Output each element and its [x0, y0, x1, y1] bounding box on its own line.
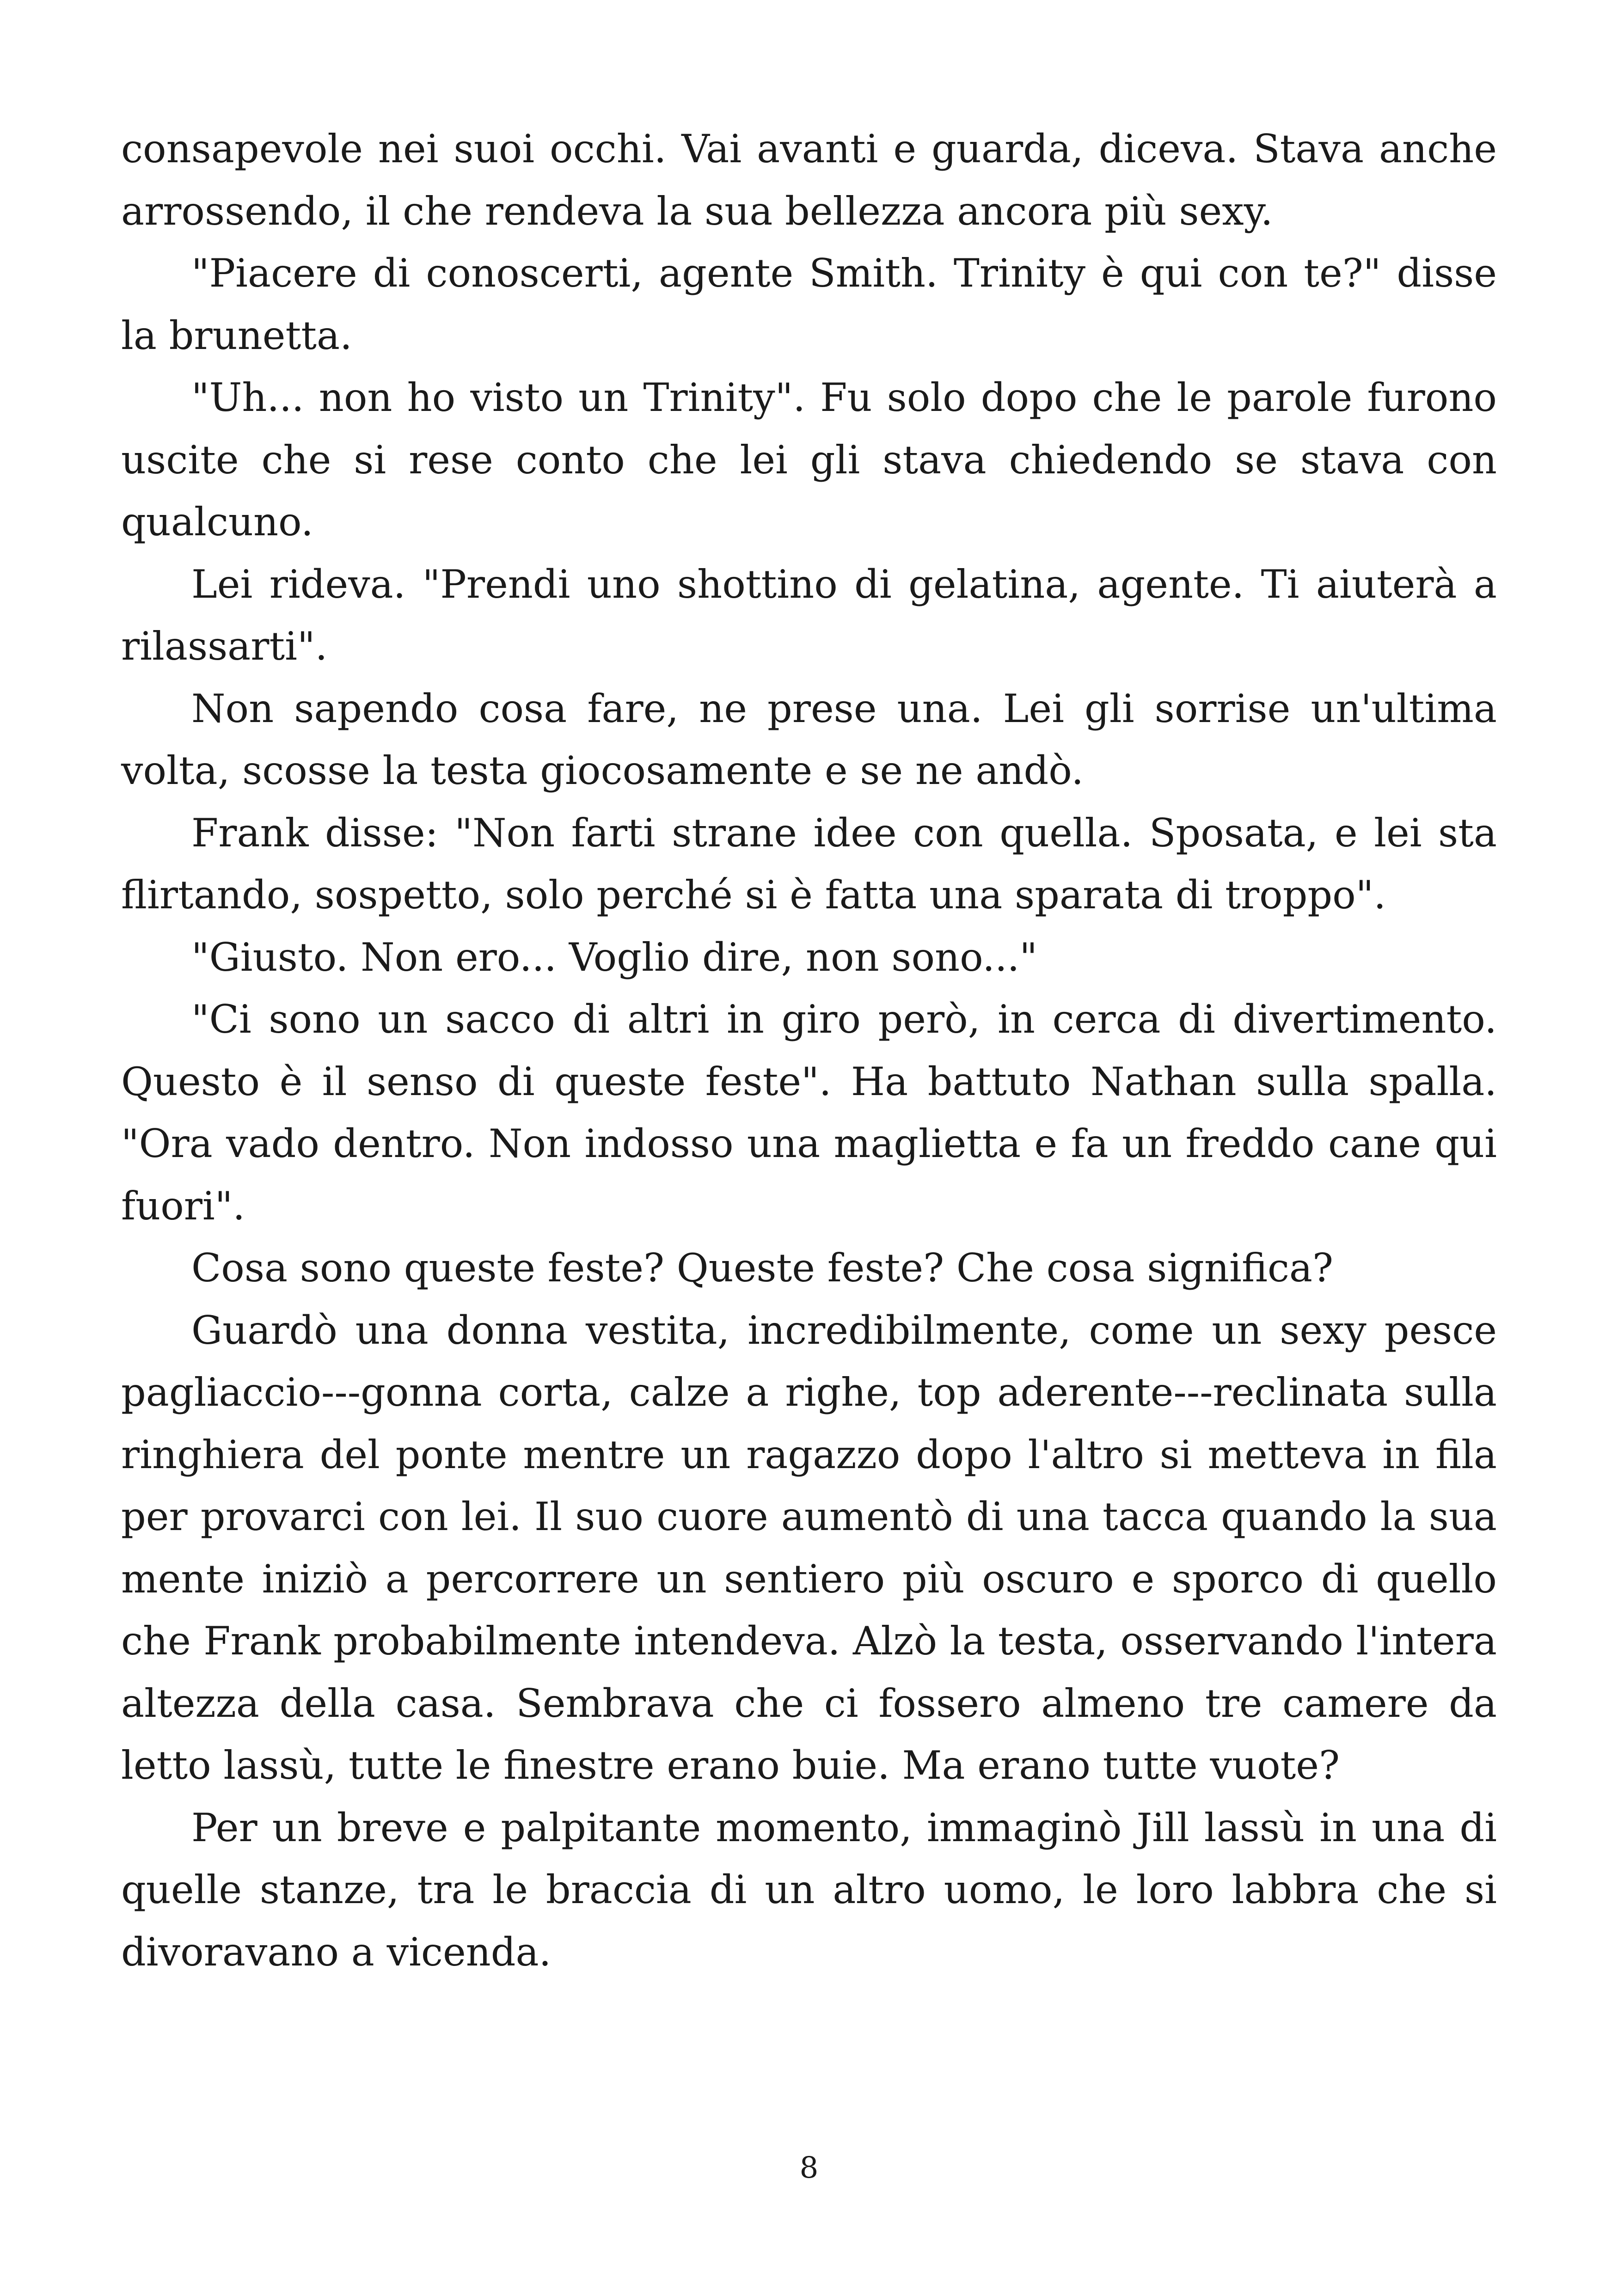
page-number: 8: [799, 2151, 819, 2185]
paragraph-10: Guardò una donna vestita, incredibilmente, come un sexy pesce pagliaccio---gonna corta, calze a righe, top aderente---reclinata sulla ringhiera del ponte mentre un ragazzo dopo l'altro si metteva in fila per provarci con lei. Il suo cuore aumentò di una tacca quando la sua mente iniziò a percorrere un sentiero più oscuro e sporco di quello che Frank probabilmente intendeva. Alzò la testa, osservando l'intera altezza della casa. Sembrava che ci fossero almeno tre camere da letto lassù, tutte le finestre erano buie. Ma erano tutte vuote?: [121, 1307, 1497, 1788]
paragraph-8: "Ci sono un sacco di altri in giro però, in cerca di divertimento. Questo è il senso di queste feste". Ha battuto Nathan sulla spalla. "Ora vado dentro. Non indosso una maglietta e fa un freddo cane qui fuori".: [121, 997, 1497, 1229]
paragraph-3: "Uh... non ho visto un Trinity". Fu solo dopo che le parole furono uscite che si rese conto che lei gli stava chiedendo se stava con qualcuno.: [121, 375, 1497, 545]
paragraph-9: Cosa sono queste feste? Queste feste? Che cosa significa?: [191, 1245, 1334, 1291]
body-text: [121, 118, 1497, 1983]
paragraph-5: Non sapendo cosa fare, ne prese una. Lei gli sorrise un'ultima volta, scosse la testa giocosamente e se ne andò.: [121, 686, 1497, 793]
paragraph-6: Frank disse: "Non farti strane idee con quella. Sposata, e lei sta flirtando, sospetto, solo perché si è fatta una sparata di troppo".: [121, 810, 1497, 918]
paragraph-7: "Giusto. Non ero... Voglio dire, non sono...": [191, 934, 1037, 980]
paragraph-2: "Piacere di conoscerti, agente Smith. Trinity è qui con te?" disse la brunetta.: [121, 251, 1497, 358]
paragraph-4: Lei rideva. "Prendi uno shottino di gelatina, agente. Ti aiuterà a rilassarti".: [121, 561, 1497, 669]
paragraph-1: consapevole nei suoi occhi. Vai avanti e guarda, diceva. Stava anche arrossendo, il che rendeva la sua bellezza ancora più sexy.: [121, 126, 1497, 234]
paragraph-11: Per un breve e palpitante momento, immaginò Jill lassù in una di quelle stanze, tra le braccia di un altro uomo, le loro labbra che si divoravano a vicenda.: [121, 1805, 1497, 1975]
